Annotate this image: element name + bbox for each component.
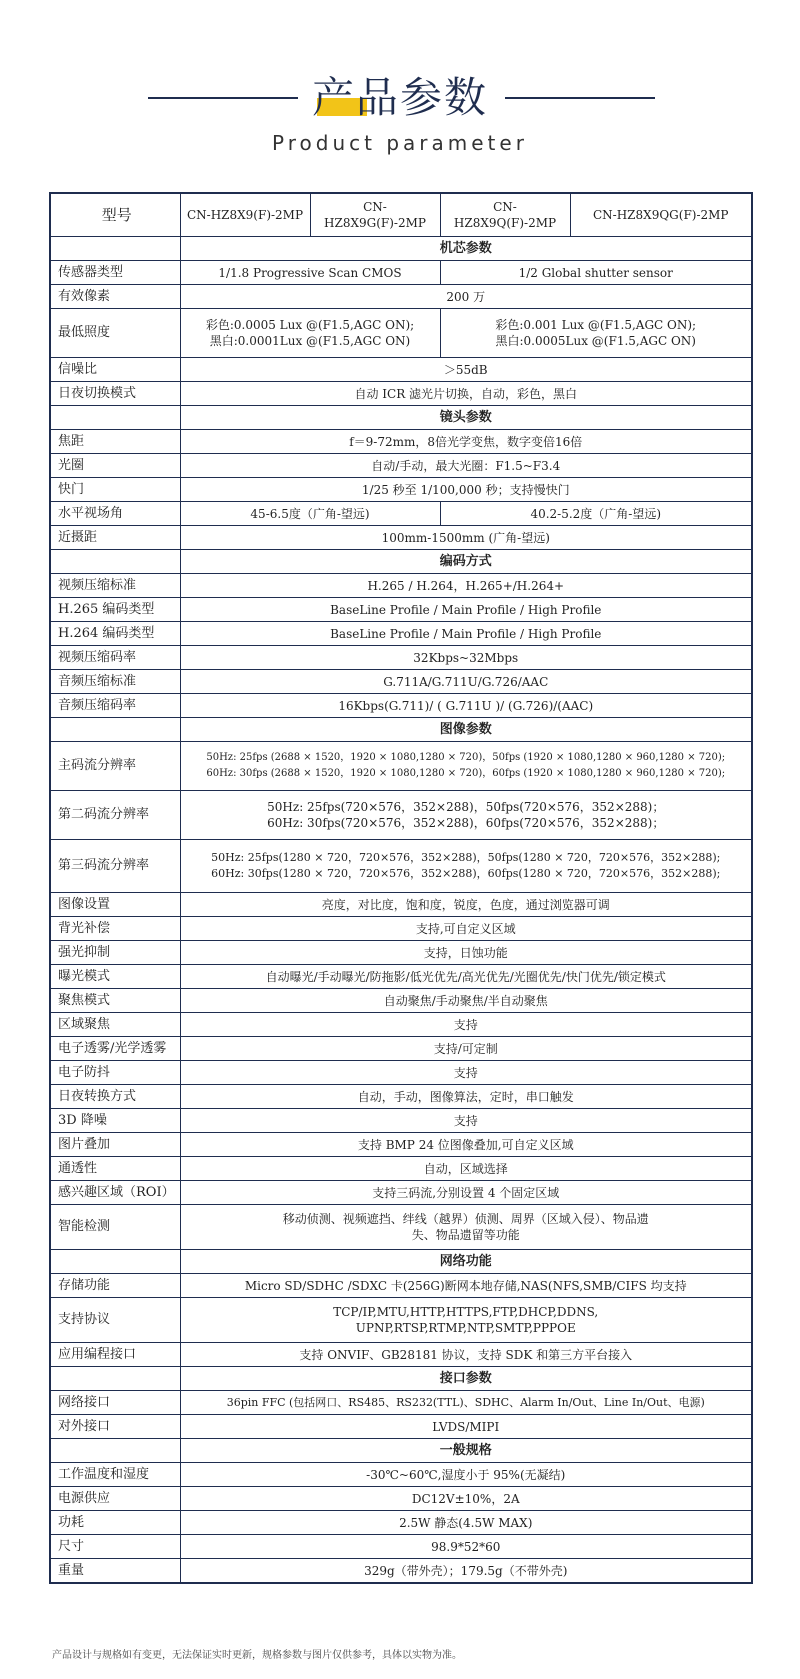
model-row bbox=[50, 193, 752, 237]
row-value: BaseLine Profile / Main Profile / High Profile bbox=[180, 622, 752, 646]
section-row bbox=[50, 550, 752, 574]
row-value bbox=[180, 742, 752, 791]
row-value: DC12V±10%，2A bbox=[180, 1487, 752, 1511]
text-line: 彩色:0.001 Lux @(F1.5,AGC ON); bbox=[495, 318, 697, 332]
row-label: 存储功能 bbox=[50, 1274, 180, 1298]
row-value: 支持/可定制 bbox=[180, 1037, 752, 1061]
row-value: 支持 bbox=[180, 1013, 752, 1037]
table-row bbox=[50, 1535, 752, 1559]
table-row bbox=[50, 622, 752, 646]
table-row bbox=[50, 965, 752, 989]
table-row bbox=[50, 1013, 752, 1037]
row-value: -30℃~60℃,湿度小于 95%(无凝结) bbox=[180, 1463, 752, 1487]
row-label: 网络接口 bbox=[50, 1391, 180, 1415]
row-value-a: 45-6.5度（广角-望远) bbox=[180, 502, 440, 526]
section-title: 镜头参数 bbox=[180, 406, 752, 430]
text-line: 50Hz: 25fps (2688 × 1520，1920 × 1080,1280 × 720)，50fps (1920 × 1080,1280 × 960,1280 × 720); bbox=[206, 752, 726, 763]
row-value-b bbox=[440, 309, 752, 358]
page-header bbox=[0, 0, 800, 190]
row-label: 工作温度和湿度 bbox=[50, 1463, 180, 1487]
row-value: 200 万 bbox=[180, 285, 752, 309]
table-row bbox=[50, 309, 752, 358]
row-value: 36pin FFC (包括网口、RS485、RS232(TTL)、SDHC、Alarm In/Out、Line In/Out、电源) bbox=[180, 1391, 752, 1415]
footnote: 产品设计与规格如有变更，无法保证实时更新，规格参数与图片仅供参考，具体以实物为准。 bbox=[52, 1650, 462, 1661]
row-value: Micro SD/SDHC /SDXC 卡(256G)断网本地存储,NAS(NFS,SMB/CIFS 均支持 bbox=[180, 1274, 752, 1298]
section-row bbox=[50, 718, 752, 742]
table-row bbox=[50, 478, 752, 502]
text-line: TCP/IP,MTU,HTTP,HTTPS,FTP,DHCP,DDNS, bbox=[333, 1305, 599, 1319]
row-value: 100mm-1500mm (广角-望远) bbox=[180, 526, 752, 550]
row-label: 通透性 bbox=[50, 1157, 180, 1181]
row-value: 支持,可自定义区域 bbox=[180, 917, 752, 941]
table-row bbox=[50, 285, 752, 309]
section-title: 一般规格 bbox=[180, 1439, 752, 1463]
row-value-a bbox=[180, 309, 440, 358]
text-line: 黑白:0.0005Lux @(F1.5,AGC ON) bbox=[495, 334, 696, 348]
row-value-b: 1/2 Global shutter sensor bbox=[440, 261, 752, 285]
row-label: 近摄距 bbox=[50, 526, 180, 550]
row-label: 光圈 bbox=[50, 454, 180, 478]
table-row bbox=[50, 1205, 752, 1250]
table-row bbox=[50, 1559, 752, 1584]
row-label: H.265 编码类型 bbox=[50, 598, 180, 622]
row-label: 音频压缩码率 bbox=[50, 694, 180, 718]
model-4: CN-HZ8X9QG(F)-2MP bbox=[570, 193, 752, 237]
section-title: 接口参数 bbox=[180, 1367, 752, 1391]
model-3: CN-HZ8X9Q(F)-2MP bbox=[440, 193, 570, 237]
table-row bbox=[50, 941, 752, 965]
row-label: 有效像素 bbox=[50, 285, 180, 309]
section-title: 图像参数 bbox=[180, 718, 752, 742]
row-label: H.264 编码类型 bbox=[50, 622, 180, 646]
text-line: 黑白:0.0001Lux @(F1.5,AGC ON) bbox=[209, 334, 411, 348]
row-value: 支持 bbox=[180, 1109, 752, 1133]
row-value: 自动 ICR 滤光片切换，自动，彩色，黑白 bbox=[180, 382, 752, 406]
row-value: 支持，日蚀功能 bbox=[180, 941, 752, 965]
row-value: 自动，手动，图像算法，定时，串口触发 bbox=[180, 1085, 752, 1109]
spec-table bbox=[49, 192, 753, 1584]
table-row bbox=[50, 1487, 752, 1511]
row-value: 亮度，对比度，饱和度，锐度，色度，通过浏览器可调 bbox=[180, 893, 752, 917]
table-row bbox=[50, 1085, 752, 1109]
section-row bbox=[50, 1439, 752, 1463]
row-value: 2.5W 静态(4.5W MAX) bbox=[180, 1511, 752, 1535]
row-label: 3D 降噪 bbox=[50, 1109, 180, 1133]
row-label: 传感器类型 bbox=[50, 261, 180, 285]
row-value bbox=[180, 1205, 752, 1250]
table-row bbox=[50, 430, 752, 454]
row-label: 聚焦模式 bbox=[50, 989, 180, 1013]
row-label: 日夜转换方式 bbox=[50, 1085, 180, 1109]
row-label: 视频压缩码率 bbox=[50, 646, 180, 670]
table-row bbox=[50, 358, 752, 382]
row-label: 功耗 bbox=[50, 1511, 180, 1535]
table-row bbox=[50, 1181, 752, 1205]
row-value: 16Kbps(G.711)/ ( G.711U )/ (G.726)/(AAC) bbox=[180, 694, 752, 718]
row-value: G.711A/G.711U/G.726/AAC bbox=[180, 670, 752, 694]
row-label: 强光抑制 bbox=[50, 941, 180, 965]
page-title: 产品参数 bbox=[311, 73, 488, 122]
table-row bbox=[50, 382, 752, 406]
row-value-b: 40.2-5.2度（广角-望远) bbox=[440, 502, 752, 526]
row-value: 支持 BMP 24 位图像叠加,可自定义区域 bbox=[180, 1133, 752, 1157]
table-row bbox=[50, 1391, 752, 1415]
model-2: CN-HZ8X9G(F)-2MP bbox=[310, 193, 440, 237]
text-line: 60Hz: 30fps (2688 × 1520，1920 × 1080,1280 × 720)，60fps (1920 × 1080,1280 × 960,1280 × 720); bbox=[206, 768, 726, 779]
text-line: 50Hz: 25fps(720×576，352×288)，50fps(720×576，352×288)； bbox=[267, 800, 665, 814]
table-row bbox=[50, 1298, 752, 1343]
table-row bbox=[50, 574, 752, 598]
table-row bbox=[50, 840, 752, 893]
table-row bbox=[50, 1511, 752, 1535]
table-row bbox=[50, 1133, 752, 1157]
table-row bbox=[50, 261, 752, 285]
row-label: 型号 bbox=[50, 193, 180, 237]
row-label: 尺寸 bbox=[50, 1535, 180, 1559]
table-row bbox=[50, 893, 752, 917]
row-value: H.265 / H.264，H.265+/H.264+ bbox=[180, 574, 752, 598]
row-value bbox=[180, 791, 752, 840]
text-line: 60Hz: 30fps(1280 × 720，720×576，352×288)，60fps(1280 × 720，720×576，352×288); bbox=[211, 867, 721, 880]
row-value: ＞55dB bbox=[180, 358, 752, 382]
row-value-a: 1/1.8 Progressive Scan CMOS bbox=[180, 261, 440, 285]
row-value: 98.9*52*60 bbox=[180, 1535, 752, 1559]
row-label: 应用编程接口 bbox=[50, 1343, 180, 1367]
section-row bbox=[50, 406, 752, 430]
row-value: 支持 ONVIF、GB28181 协议，支持 SDK 和第三方平台接入 bbox=[180, 1343, 752, 1367]
row-label: 电源供应 bbox=[50, 1487, 180, 1511]
table-row bbox=[50, 1157, 752, 1181]
text-line: 失、物品遗留等功能 bbox=[411, 1228, 520, 1242]
row-value: f＝9-72mm，8倍光学变焦，数字变倍16倍 bbox=[180, 430, 752, 454]
row-value: BaseLine Profile / Main Profile / High Profile bbox=[180, 598, 752, 622]
row-value bbox=[180, 1298, 752, 1343]
row-label: 图像设置 bbox=[50, 893, 180, 917]
table-row bbox=[50, 1109, 752, 1133]
model-1: CN-HZ8X9(F)-2MP bbox=[180, 193, 310, 237]
row-value: LVDS/MIPI bbox=[180, 1415, 752, 1439]
table-row bbox=[50, 742, 752, 791]
table-row bbox=[50, 1274, 752, 1298]
row-label: 第二码流分辨率 bbox=[50, 791, 180, 840]
row-value bbox=[180, 840, 752, 893]
section-title: 编码方式 bbox=[180, 550, 752, 574]
row-label: 日夜切换模式 bbox=[50, 382, 180, 406]
table-row bbox=[50, 791, 752, 840]
table-row bbox=[50, 502, 752, 526]
row-label: 区域聚焦 bbox=[50, 1013, 180, 1037]
row-label: 视频压缩标准 bbox=[50, 574, 180, 598]
text-line: UPNP,RTSP,RTMP,NTP,SMTP,PPPOE bbox=[355, 1321, 576, 1335]
row-label: 最低照度 bbox=[50, 309, 180, 358]
table-row bbox=[50, 670, 752, 694]
section-row bbox=[50, 1250, 752, 1274]
table-row bbox=[50, 1343, 752, 1367]
table-row bbox=[50, 526, 752, 550]
table-row bbox=[50, 646, 752, 670]
text-line: 50Hz: 25fps(1280 × 720，720×576，352×288)，50fps(1280 × 720，720×576，352×288); bbox=[211, 851, 721, 864]
row-label: 智能检测 bbox=[50, 1205, 180, 1250]
row-value: 自动/手动，最大光圈：F1.5~F3.4 bbox=[180, 454, 752, 478]
table-row bbox=[50, 454, 752, 478]
row-label: 焦距 bbox=[50, 430, 180, 454]
row-value: 自动聚焦/手动聚焦/半自动聚焦 bbox=[180, 989, 752, 1013]
table-row bbox=[50, 1061, 752, 1085]
row-value: 支持 bbox=[180, 1061, 752, 1085]
row-value: 自动曝光/手动曝光/防拖影/低光优先/高光优先/光圈优先/快门优先/锁定模式 bbox=[180, 965, 752, 989]
row-label: 信噪比 bbox=[50, 358, 180, 382]
row-label: 主码流分辨率 bbox=[50, 742, 180, 791]
text-line: 彩色:0.0005 Lux @(F1.5,AGC ON); bbox=[205, 318, 415, 332]
table-row bbox=[50, 1463, 752, 1487]
row-label: 感兴趣区域（ROI） bbox=[50, 1181, 180, 1205]
row-label: 快门 bbox=[50, 478, 180, 502]
section-title: 机芯参数 bbox=[180, 237, 752, 261]
table-row bbox=[50, 917, 752, 941]
row-label: 电子透雾/光学透雾 bbox=[50, 1037, 180, 1061]
row-value: 支持三码流,分别设置 4 个固定区域 bbox=[180, 1181, 752, 1205]
row-label: 背光补偿 bbox=[50, 917, 180, 941]
table-row bbox=[50, 1415, 752, 1439]
row-value: 329g（带外壳）；179.5g（不带外壳) bbox=[180, 1559, 752, 1584]
row-label: 图片叠加 bbox=[50, 1133, 180, 1157]
row-value: 自动，区域选择 bbox=[180, 1157, 752, 1181]
row-label: 水平视场角 bbox=[50, 502, 180, 526]
row-label: 电子防抖 bbox=[50, 1061, 180, 1085]
table-row bbox=[50, 989, 752, 1013]
row-value: 32Kbps~32Mbps bbox=[180, 646, 752, 670]
table-row bbox=[50, 598, 752, 622]
text-line: 移动侦测、视频遮挡、绊线（越界）侦测、周界（区域入侵）、物品遗 bbox=[282, 1212, 649, 1226]
row-label: 第三码流分辨率 bbox=[50, 840, 180, 893]
row-label: 曝光模式 bbox=[50, 965, 180, 989]
section-row bbox=[50, 237, 752, 261]
page-subtitle: Product parameter bbox=[272, 131, 528, 155]
table-row bbox=[50, 1037, 752, 1061]
row-label: 对外接口 bbox=[50, 1415, 180, 1439]
row-value: 1/25 秒至 1/100,000 秒；支持慢快门 bbox=[180, 478, 752, 502]
row-label: 重量 bbox=[50, 1559, 180, 1584]
text-line: 60Hz: 30fps(720×576，352×288)，60fps(720×576，352×288)； bbox=[267, 816, 665, 830]
table-row bbox=[50, 694, 752, 718]
section-row bbox=[50, 1367, 752, 1391]
section-title: 网络功能 bbox=[180, 1250, 752, 1274]
row-label: 音频压缩标准 bbox=[50, 670, 180, 694]
row-label: 支持协议 bbox=[50, 1298, 180, 1343]
